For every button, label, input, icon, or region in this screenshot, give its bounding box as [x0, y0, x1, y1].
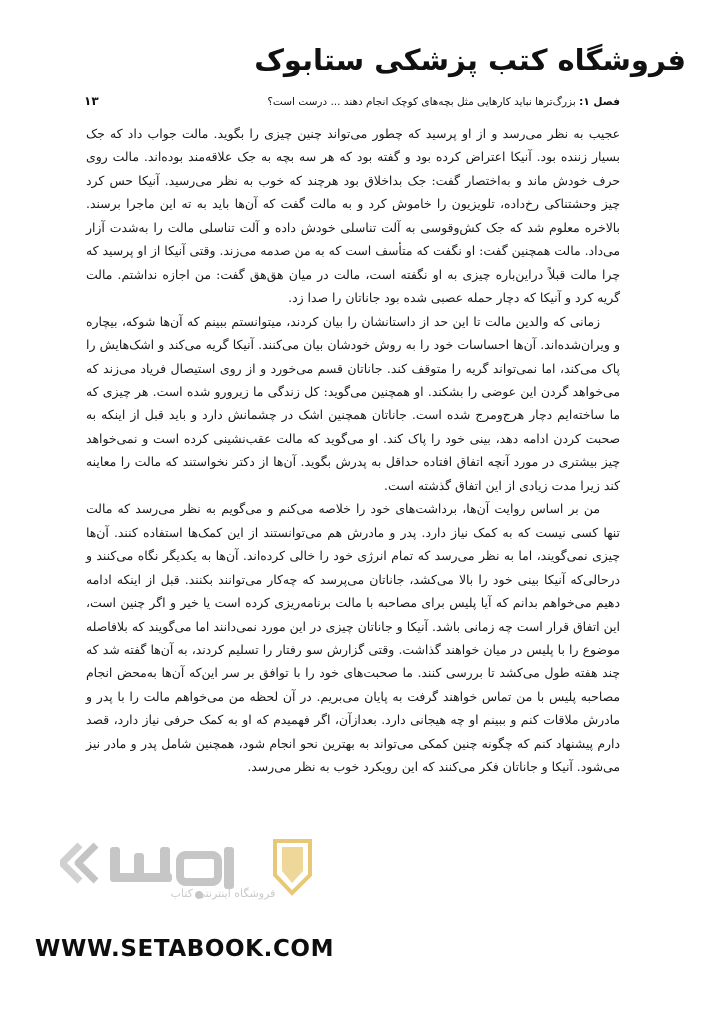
watermark	[40, 835, 370, 947]
chapter-title: بزرگ‌ترها نباید کارهایی مثل بچه‌های کوچک انجام دهند ... درست است؟	[267, 96, 576, 108]
site-title: فروشگاه کتب پزشکی ستابوک	[254, 43, 686, 77]
chapter-label: فصل ۱:	[579, 96, 620, 108]
running-head	[84, 94, 620, 108]
watermark-logo-icon	[60, 835, 350, 915]
chapter-heading	[267, 96, 620, 108]
paragraph-2: زمانی که والدین مالت تا این حد از داستانشان را بیان کردند، میتوانستم ببینم که آن‌ها شوکه، بیچاره و ویران‌شده‌اند. آن‌ها احساسات خود را به روش خودشان بیان می‌کنند. آنیکا گریه می‌کند و اشک‌هایش را پاک می‌کند، اما نمی‌تواند گریه را متوقف کند. جاناتان قسم می‌خورد و از روی استیصال فریاد می‌زند که می‌خواهد گردن این عوضی را بشکند. او همچنین می‌گوید: کل زندگی ما زیرورو شده است. هر چیزی که ما ساخته‌ایم دچار هرج‌ومرج شده است. جاناتان همچنین اشک در چشمانش دارد و باید قبل از اینکه به صحبت کردن ادامه دهد، بینی خود را پاک کند. او می‌گوید که مالت عقب‌نشینی کرده است و نمی‌خواهد چیز بیشتری در مورد آنچه اتفاق افتاده حداقل به پدرش بگوید. آن‌ها از دکتر نخواستند که مالت را معاینه کند زیرا مدت زیادی از این اتفاق گذشته است.	[86, 313, 620, 493]
paragraph-3: من بر اساس روایت آن‌ها، برداشت‌های خود را خلاصه می‌کنم و می‌گویم به نظر می‌رسد که مالت تنها کسی نیست که به کمک نیاز دارد. پدر و مادرش هم می‌توانستند از این کمک‌ها استفاده کنند. آن‌ها چیزی نمی‌گویند، اما به نظر می‌رسد که تمام انرژی خود را خالی کرده‌اند. آن‌ها به یکدیگر نگاه می‌کنند و درحالی‌که آنیکا بینی خود را بالا می‌کشد، جاناتان می‌پرسد که چه‌کار می‌توانند بکنند. قبل از اینکه ادامه دهیم می‌خواهم بدانم که آیا پلیس برای مصاحبه با مالت برنامه‌ریزی کرده است یا خیر و اگر چنین است، این اتفاق قرار است چه زمانی باشد. آنیکا و جاناتان چیزی در این مورد نمی‌دانند اما می‌گویند که بلافاصله موضوع را با پلیس در میان خواهند گذاشت. وقتی گزارش سو رفتار را تسلیم کردند، به آن‌ها گفته شد که چند هفته طول می‌کشد تا بررسی کنند. ما صحبت‌های خود را با توافق بر سر این‌که آن‌ها به‌محض انجام مصاحبه پلیس با من تماس خواهند گرفت به پایان می‌بریم. در آن لحظه من می‌خواهم مالت را با پدر و مادرش ملاقات کنم و ببینم او چه هیجانی دارد. بعدازآن، اگر فهمیدم که او به کمک حرفی نیاز دارد، قصد دارم پیشنهاد کنم که چگونه چنین کمکی می‌تواند به بهترین نحو انجام شود، همچنین شامل پدر و مادر نیز می‌شود. آنیکا و جاناتان فکر می‌کنند که این رویکرد خوب به نظر می‌رسد.	[86, 501, 620, 775]
page-number: ۱۳	[84, 94, 99, 108]
body-text	[86, 122, 620, 779]
watermark-url: WWW.SETABOOK.COM	[35, 936, 335, 962]
watermark-subtitle: فروشگاه اینترنتی کتاب	[170, 887, 276, 900]
paragraph-1: عجیب به نظر می‌رسد و از او پرسید که چطور می‌تواند چنین چیزی را بگوید. مالت جواب داد که جک بسیار زننده بود. آنیکا اعتراض کرده بود و گفته بود که هر سه بچه به جک علاقه‌مند بوده‌اند. مالت روی حرف خودش ماند و به‌اختصار گفت: جک بداخلاق بود هرچند که خوب به نظر می‌رسید. آنیکا حس کرد چیز وحشتناکی رخ‌داده، تلویزیون را خاموش کرد و به مالت گفت که آن‌ها باید به ته این ماجرا برسند. بالاخره معلوم شد که جک کش‌وقوسی به آلت تناسلی خودش داده و آلت تناسلی مالت را به‌شدت آزار می‌داد. مالت همچنین گفت: او نگفت که متأسف است که به من صدمه می‌زند. وقتی آنیکا از او پرسید که چرا مالت قبلاً دراین‌باره چیزی به او نگفته است، مالت در میان هق‌هق گفت: من اجازه نداشتم. مالت گریه کرد و آنیکا که دچار حمله عصبی شده بود جاناتان را صدا زد.	[86, 126, 620, 306]
